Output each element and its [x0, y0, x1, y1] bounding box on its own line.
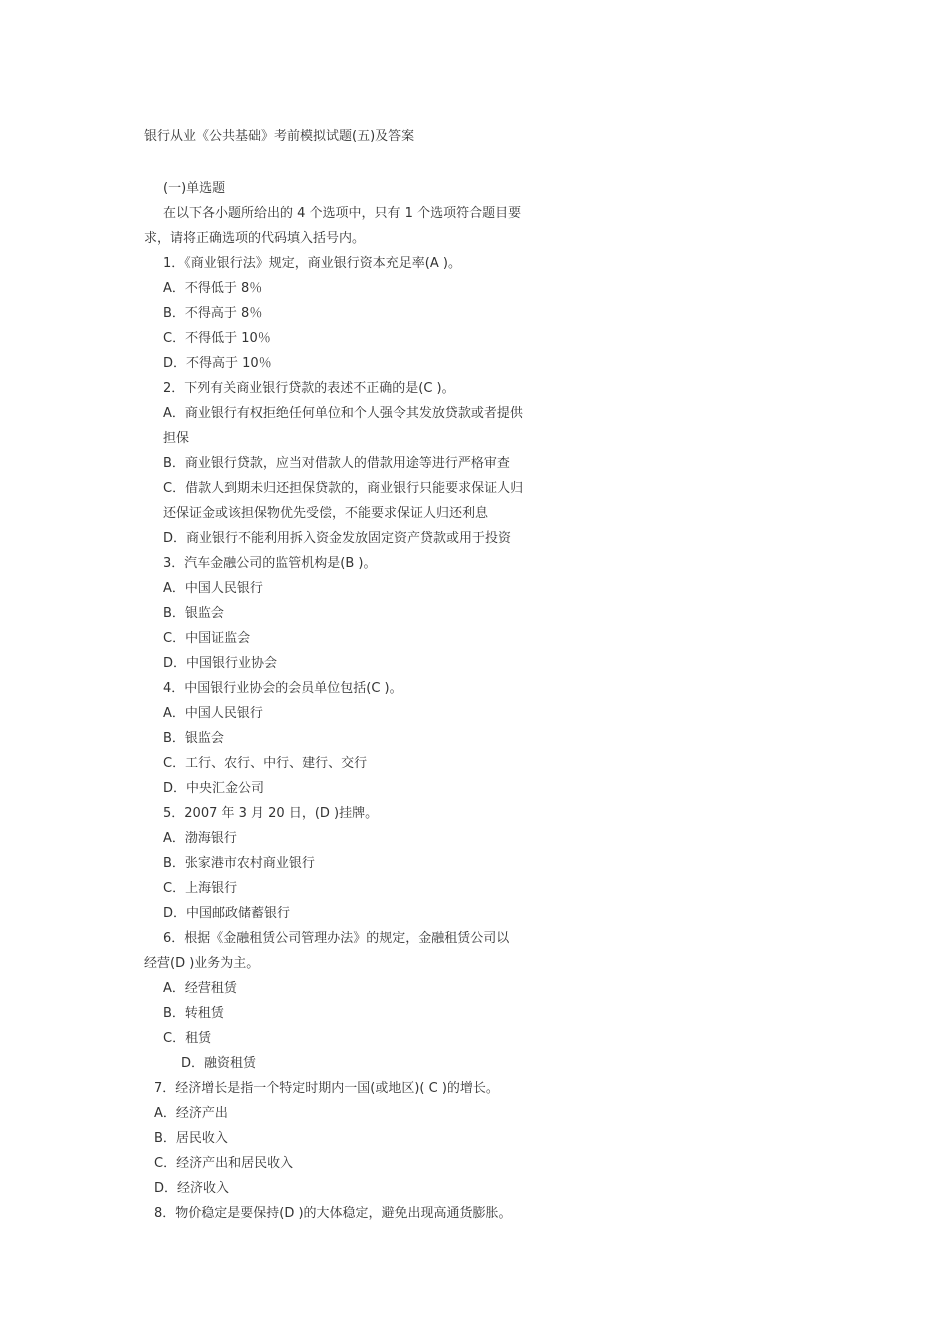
text-line: D．中国邮政储蓄银行 [163, 906, 291, 921]
text-line: D．融资租赁 [181, 1056, 257, 1071]
text-line: C．中国证监会 [163, 631, 251, 646]
text-line: 还保证金或该担保物优先受偿，不能要求保证人归还利息 [163, 506, 489, 521]
text-line: 4．中国银行业协会的会员单位包括(C )。 [163, 681, 403, 696]
text-line: B．张家港市农村商业银行 [163, 856, 315, 871]
text-line: A．经济产出 [154, 1106, 228, 1121]
text-line: B．银监会 [163, 606, 224, 621]
text-line: A．经营租赁 [163, 981, 237, 996]
text-line: C．不得低于 10％ [163, 331, 271, 346]
text-line: 8．物价稳定是要保持(D )的大体稳定，避免出现高通货膨胀。 [154, 1206, 512, 1221]
text-line: A．中国人民银行 [163, 581, 263, 596]
text-line: (一)单选题 [163, 181, 226, 196]
text-line: C．上海银行 [163, 881, 238, 896]
text-line: 2．下列有关商业银行贷款的表述不正确的是(C )。 [163, 381, 455, 396]
text-line: D．商业银行不能利用拆入资金发放固定资产贷款或用于投资 [163, 531, 512, 546]
text-line: 在以下各小题所给出的 4 个选项中，只有 1 个选项符合题目要 [163, 206, 522, 221]
text-line: C．经济产出和居民收入 [154, 1156, 294, 1171]
text-line: A．商业银行有权拒绝任何单位和个人强令其发放贷款或者提供 [163, 406, 523, 421]
text-line: C．租赁 [163, 1031, 212, 1046]
text-line: 1．《商业银行法》规定，商业银行资本充足率(A )。 [163, 256, 461, 271]
text-line: D．不得高于 10％ [163, 356, 272, 371]
text-line: B．银监会 [163, 731, 224, 746]
text-line: A．不得低于 8％ [163, 281, 263, 296]
text-line: 求，请将正确选项的代码填入括号内。 [144, 231, 366, 246]
document-body [144, 176, 574, 1226]
text-line: 7．经济增长是指一个特定时期内一国(或地区)( C )的增长。 [154, 1081, 499, 1096]
text-line: B．转租赁 [163, 1006, 224, 1021]
text-line: 5．2007 年 3 月 20 日，(D )挂牌。 [163, 806, 379, 821]
text-line: D．中国银行业协会 [163, 656, 278, 671]
text-line: 3．汽车金融公司的监管机构是(B )。 [163, 556, 377, 571]
text-line: 6．根据《金融租赁公司管理办法》的规定，金融租赁公司以 [163, 931, 510, 946]
text-line: A．中国人民银行 [163, 706, 263, 721]
text-line: C．工行、农行、中行、建行、交行 [163, 756, 368, 771]
document-title: 银行从业《公共基础》考前模拟试题(五)及答案 [144, 129, 415, 144]
text-line: B．不得高于 8％ [163, 306, 263, 321]
text-line: B．商业银行贷款，应当对借款人的借款用途等进行严格审查 [163, 456, 510, 471]
text-line: D．经济收入 [154, 1181, 230, 1196]
text-line: D．中央汇金公司 [163, 781, 265, 796]
text-line: C．借款人到期未归还担保贷款的，商业银行只能要求保证人归 [163, 481, 524, 496]
text-line: B．居民收入 [154, 1131, 228, 1146]
text-line: 经营(D )业务为主。 [144, 956, 260, 971]
text-line: 担保 [163, 431, 190, 446]
text-line: A．渤海银行 [163, 831, 237, 846]
